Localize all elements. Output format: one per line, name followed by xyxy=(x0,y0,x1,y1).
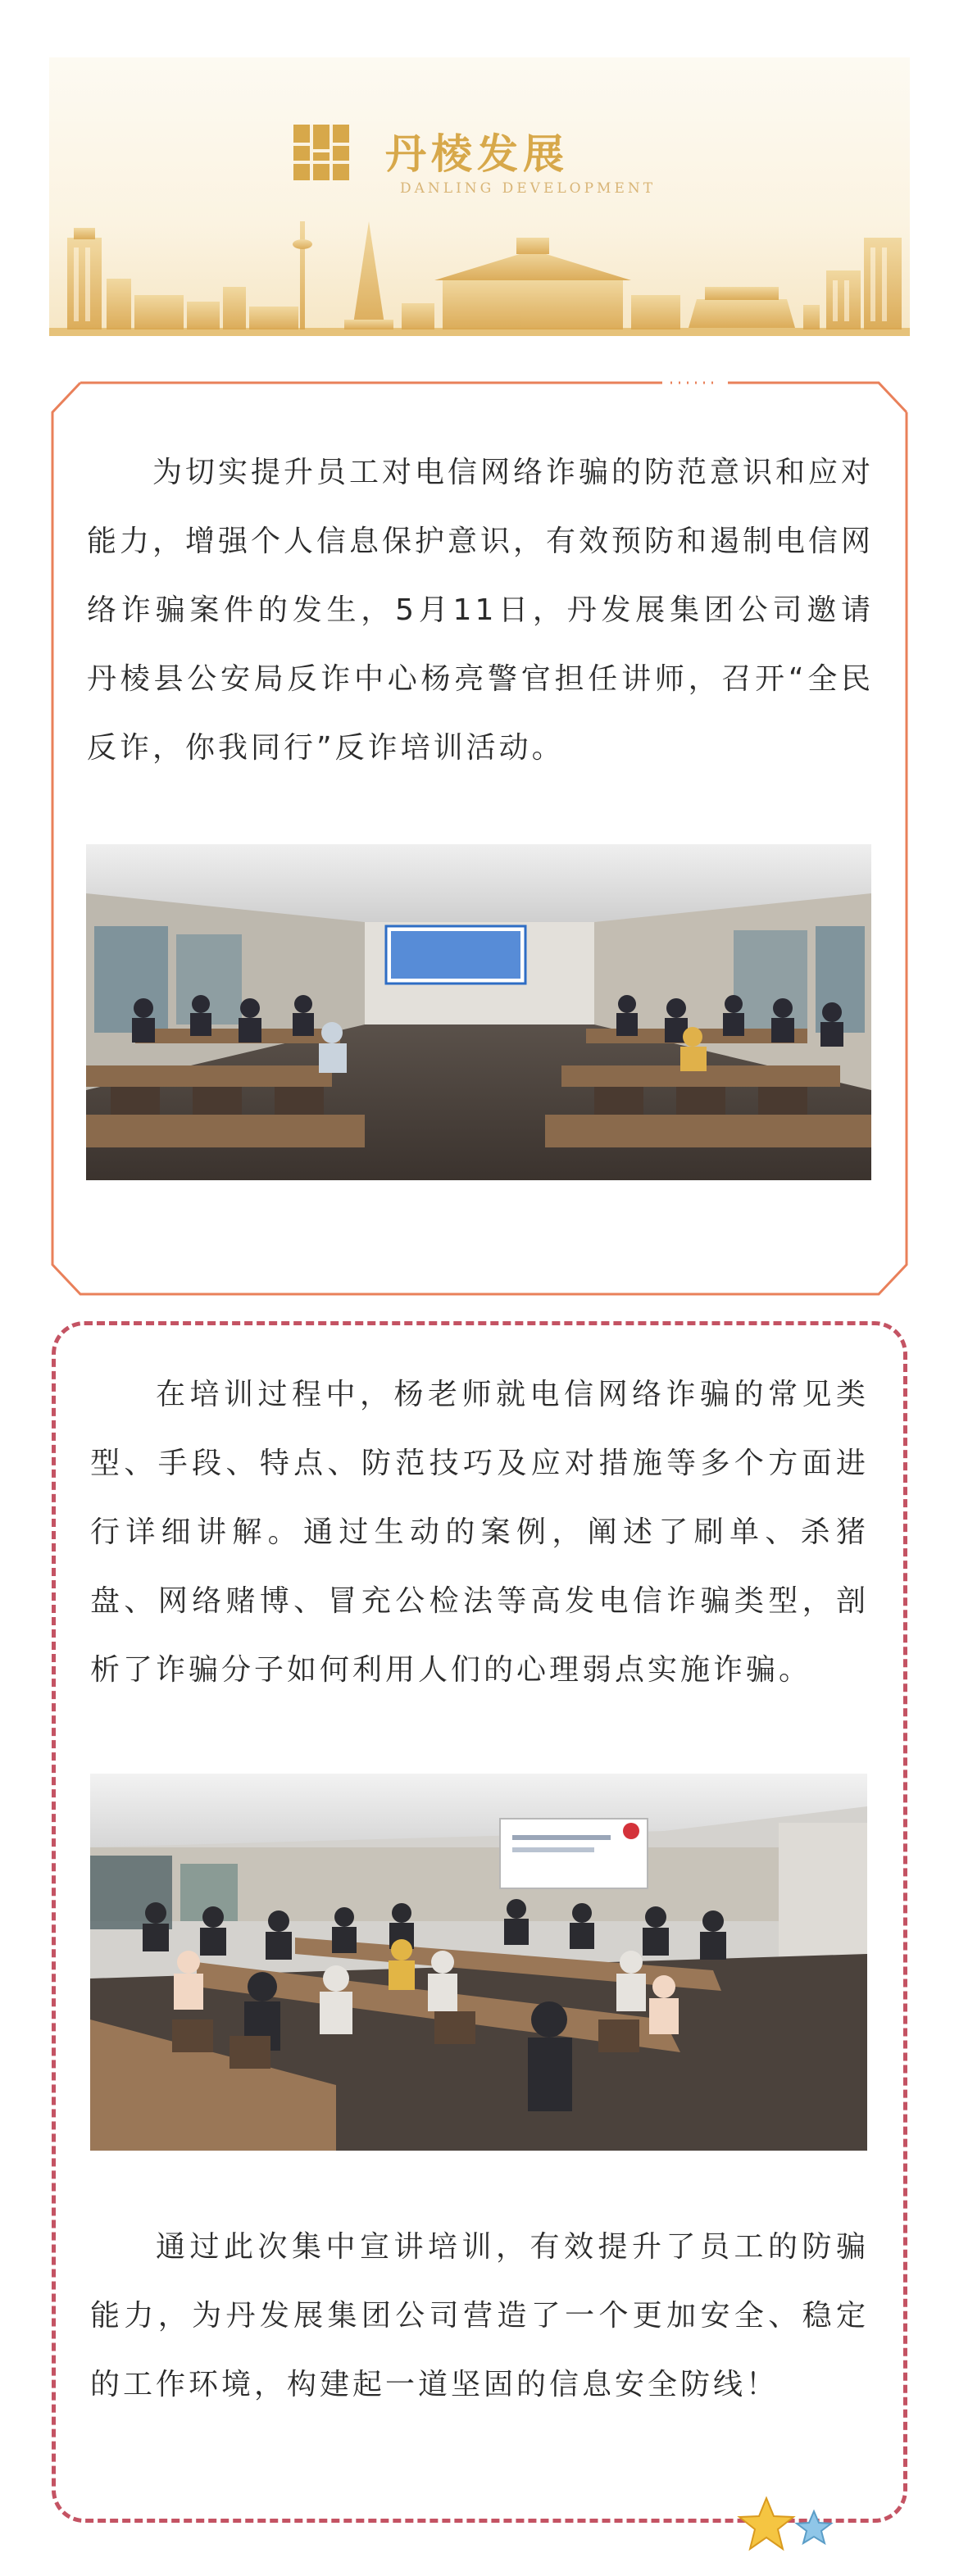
training-meeting-room-photo-illustration xyxy=(86,844,871,1180)
brand-title: 丹棱发展 xyxy=(385,129,569,178)
intro-paragraph: 为切实提升员工对电信网络诈骗的防范意识和应对能力，增强个人信息保护意识，有效预防和遏制电信网络诈骗案件的发生，5月11日，丹发展集团公司邀请丹棱县公安局反诈中心杨亮警官担任讲师，召开“全民反诈，你我同行”反诈培训活动。 xyxy=(87,456,875,765)
stars-icon xyxy=(734,2492,848,2557)
header-banner xyxy=(49,57,910,336)
training-detail-paragraph: 在培训过程中，杨老师就电信网络诈骗的常见类型、手段、特点、防范技巧及应对措施等多个方面进行详细讲解。通过生动的案例，阐述了刷单、杀猪盘、网络赌博、冒充公检法等高发电信诈骗类型，剖析了诈骗分子如何利用人们的心理弱点实施诈骗。 xyxy=(90,1378,869,1687)
building-grid-icon xyxy=(293,125,349,180)
training-meeting-room-photo xyxy=(86,844,871,1180)
training-audience-photo-illustration xyxy=(90,1774,867,2151)
training-audience-photo xyxy=(90,1774,867,2151)
conclusion-paragraph: 通过此次集中宣讲培训，有效提升了员工的防骗能力，为丹发展集团公司营造了一个更加安全、稳定的工作环境，构建起一道坚固的信息安全防线！ xyxy=(90,2230,869,2401)
city-skyline-icon xyxy=(49,205,910,336)
brand-subtitle: DANLING DEVELOPMENT xyxy=(400,180,657,197)
